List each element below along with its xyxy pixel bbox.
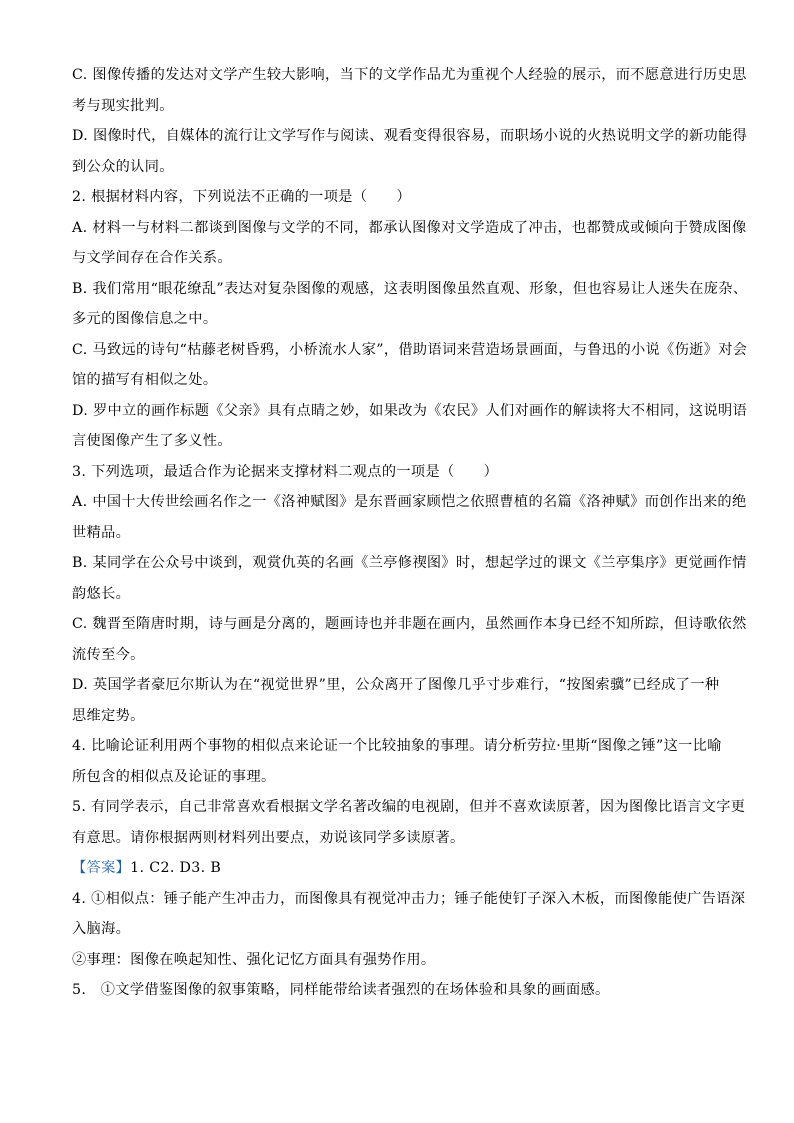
text-line: 流传至今。 bbox=[72, 646, 145, 663]
answer-line bbox=[72, 853, 728, 884]
answer-5-line: 5. ①文学借鉴图像的叙事策略，同样能带给读者强烈的在场体验和具象的画面感。 bbox=[72, 982, 610, 998]
text-line: 韵悠长。 bbox=[72, 585, 131, 602]
question-5-stem: 5. 有同学表示，自己非常喜欢看根据文学名著改编的电视剧，但并不喜欢读原著，因为图像比语言文字更 bbox=[72, 799, 746, 815]
answer-4-line: 4. ①相似点：锤子能产生冲击力，而图像具有视觉冲击力；锤子能使钉子深入木板，而图像能使广告语深 bbox=[72, 890, 746, 907]
question-4-stem: 4. 比喻论证利用两个事物的相似点来论证一个比较抽象的事理。请分析劳拉·里斯“图像之锤”这一比喻 bbox=[72, 738, 722, 754]
text-line: 世精品。 bbox=[72, 524, 131, 541]
answer-4-line: 入脑海。 bbox=[72, 921, 131, 937]
text-line: 馆的描写有相似之处。 bbox=[72, 372, 218, 388]
text-line: 多元的图像信息之中。 bbox=[72, 311, 218, 327]
text-line: D. 罗中立的画作标题《父亲》具有点睛之妙，如果改为《农民》人们对画作的解读将大不相同，这说明语 bbox=[72, 402, 748, 419]
text-line: 考与现实批判。 bbox=[72, 97, 174, 114]
text-line: C. 马致远的诗句“枯藤老树昏鸦，小桥流水人家”，借助语词来营造场景画面，与鲁迅的小说《伤逝》对会 bbox=[72, 341, 748, 358]
answer-text: 1. C2. D3. B bbox=[130, 860, 222, 876]
answer-tag: 【答案】 bbox=[72, 860, 131, 876]
answer-4-line: ②事理：图像在唤起知性、强化记忆方面具有强势作用。 bbox=[72, 951, 436, 968]
question-2-stem: 2. 根据材料内容，下列说法不正确的一项是（ ） bbox=[72, 189, 411, 205]
document-page bbox=[72, 60, 748, 1006]
text-line: C. 图像传播的发达对文学产生较大影响，当下的文学作品尤为重视个人经验的展示，而不愿意进行历史思 bbox=[72, 67, 747, 83]
text-line: B. 某同学在公众号中谈到，观赏仇英的名画《兰亭修禊图》时，想起学过的课文《兰亭集序》更觉画作情 bbox=[72, 555, 747, 571]
text-line: 所包含的相似点及论证的事理。 bbox=[72, 768, 276, 785]
text-line: B. 我们常用“眼花缭乱”表达对复杂图像的观感，这表明图像虽然直观、形象，但也容易让人迷失在庞杂、 bbox=[72, 280, 748, 297]
question-3-stem: 3. 下列选项，最适合作为论据来支撑材料二观点的一项是（ ） bbox=[72, 463, 499, 480]
text-line: D. 图像时代，自媒体的流行让文学写作与阅读、观看变得很容易，而职场小说的火热说明文学的新功能得 bbox=[72, 128, 748, 144]
text-line: A. 材料一与材料二都谈到图像与文学的不同，都承认图像对文学造成了冲击，也都赞成或倾向于赞成图像 bbox=[72, 219, 747, 236]
text-line: D. 英国学者豪厄尔斯认为在“视觉世界”里，公众离开了图像几乎寸步难行，“按图索骥”已经成了一种 bbox=[72, 677, 720, 693]
text-line: C. 魏晋至隋唐时期，诗与画是分离的，题画诗也并非题在画内，虽然画作本身已经不知所踪，但诗歌依然 bbox=[72, 616, 747, 632]
text-line: 与文学间存在合作关系。 bbox=[72, 250, 232, 266]
text-line: 思维定势。 bbox=[72, 707, 145, 724]
text-line: 有意思。请你根据两则材料列出要点，劝说该同学多读原著。 bbox=[72, 829, 465, 846]
text-line: 言使图像产生了多义性。 bbox=[72, 433, 232, 449]
text-line: 到公众的认同。 bbox=[72, 158, 174, 175]
text-line: A. 中国十大传世绘画名作之一《洛神赋图》是东晋画家顾恺之依照曹植的名篇《洛神赋》而创作出来的绝 bbox=[72, 494, 747, 510]
